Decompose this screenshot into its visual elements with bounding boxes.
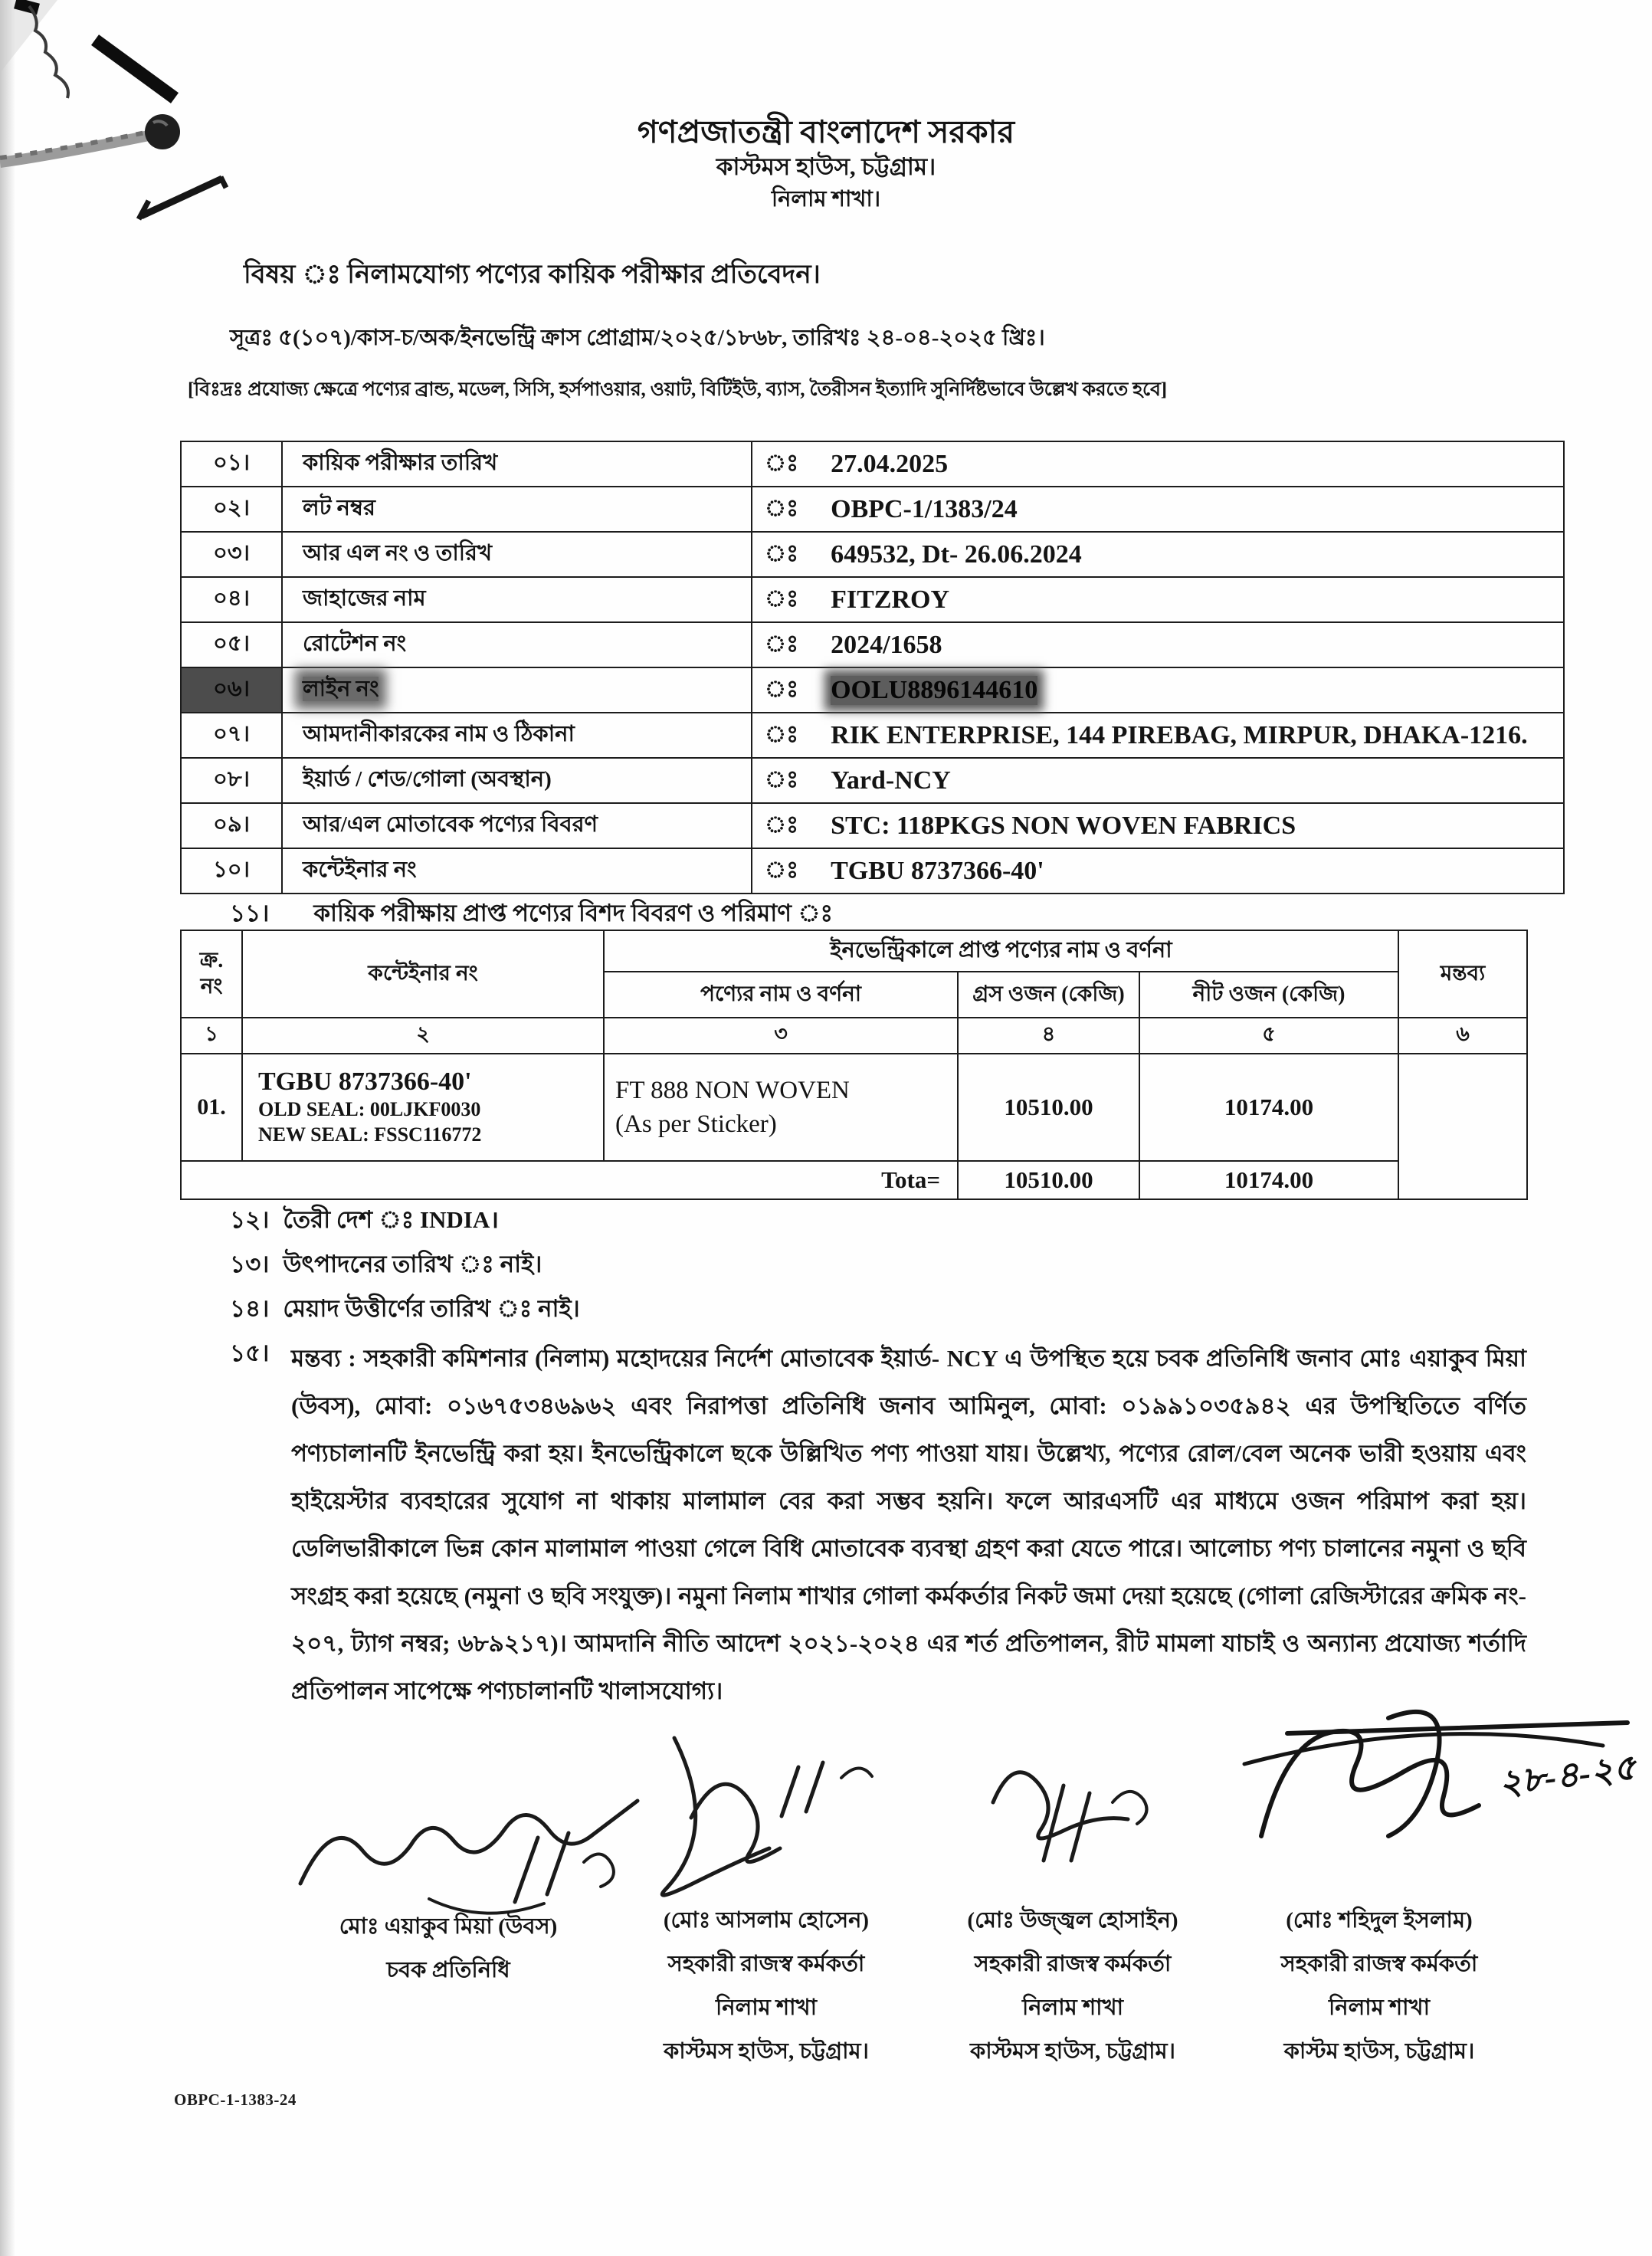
signatory-name: (মোঃ আসলাম হোসেন) [663, 1908, 870, 1933]
colon-mark: ঃ [765, 857, 799, 883]
row-value: ঃ 649532, Dt- 26.06.2024 [752, 532, 1564, 577]
row-value: ঃ 27.04.2025 [752, 441, 1564, 487]
subject-line: বিষয় ঃ নিলামযোগ্য পণ্যের কায়িক পরীক্ষার প্রতিবেদন। [244, 261, 821, 289]
goods-container-cell [242, 1054, 604, 1161]
handwritten-date: ২৮-৪-২৫ [1496, 1747, 1639, 1803]
document-reference-footer: OBPC-1-1383-24 [174, 2090, 297, 2109]
gross-weight-value: 10510.00 [958, 1054, 1139, 1161]
table-row [181, 577, 1564, 622]
col-header-gross-weight: গ্রস ওজন (কেজি) [958, 972, 1139, 1018]
column-number-row: ১ ২ ৩ ৪ ৫ ৬ [181, 1018, 1527, 1054]
total-net-value: 10174.00 [1139, 1161, 1398, 1199]
col-header-inventory-group: ইনভেন্ট্রিকালে প্রাপ্ত পণ্যের নাম ও বর্ণনা [604, 930, 1398, 972]
signature-block-cpa-representative [284, 1905, 613, 1992]
row-value: ঃ 2024/1658 [752, 622, 1564, 667]
row-value: ঃ STC: 118PKGS NON WOVEN FABRICS [752, 803, 1564, 848]
row-value: ঃ OOLU8896144610 [752, 667, 1564, 713]
table-row [181, 803, 1564, 848]
remarks-text: সহকারী কমিশনার (নিলাম) মহোদয়ের নির্দেশ মোতাবেক ইয়ার্ড- NCY এ উপস্থিত হয়ে চবক প্রতিনিধি জনাব মোঃ এয়াকুব মিয়া (উবস), মোবা: ০১৬৭৫৩৪৬৯৬২ এবং নিরাপত্তা প্রতিনিধি জনাব আমিনুল, মোবা: ০১৯৯১০৩৫৯৪২ এর উপস্থিতিতে বর্ণিত পণ্যচালানটি ইনভেন্ট্রি করা হয়। ইনভেন্ট্রিকালে ছকে উল্লিখিত পণ্য পাওয়া যায়। উল্লেখ্য, পণ্যের রোল/বেল অনেক ভারী হওয়ায় এবং হাইয়েস্টার ব্যবহারের সুযোগ না থাকায় মালামাল বের করা সম্ভব হয়নি। ফলে আরএসটি এর মাধ্যমে ওজন পরিমাপ করা হয়। ডেলিভারীকালে ভিন্ন কোন মালামাল পাওয়া গেলে বিধি মোতাবেক ব্যবস্থা গ্রহণ করা যেতে পারে। আলোচ্য পণ্য চালানের নমুনা ও ছবি সংগ্রহ করা হয়েছে (নমুনা ও ছবি সংযুক্ত)। নমুনা নিলাম শাখার গোলা কর্মকর্তার নিকট জমা দেয়া হয়েছে (গোলা রেজিস্টারের ক্রমিক নং- ২০৭, ট্যাগ নম্বর; ৬৮৯২১৭)। আমদানি নীতি আদেশ ২০২১-২০২৪ এর শর্ত প্রতিপালন, রীট মামলা যাচাই ও অন্যান্য প্রযোজ্য শর্তাদি প্রতিপালন সাপেক্ষে পণ্যচালানটি খালাসযোগ্য। [291, 1345, 1526, 1704]
signatory-branch: নিলাম শাখা [1022, 1995, 1123, 2020]
row-value: ঃ OBPC-1/1383/24 [752, 487, 1564, 532]
row-label: আর/এল মোতাবেক পণ্যের বিবরণ [282, 803, 752, 848]
row-serial: ০৪। [181, 577, 282, 622]
signature-stroke-1 [300, 1801, 638, 1913]
row-serial: ০৮। [181, 758, 282, 803]
row-label: আমদানীকারকের নাম ও ঠিকানা [282, 713, 752, 758]
remarks-paragraph [291, 1335, 1526, 1715]
product-note: (As per Sticker) [615, 1110, 777, 1138]
row-label: আর এল নং ও তারিখ [282, 532, 752, 577]
row-label: রোটেশন নং [282, 622, 752, 667]
signatory-title: সহকারী রাজস্ব কর্মকর্তা [667, 1952, 865, 1976]
table-row-redacted [181, 667, 1564, 713]
container-number: TGBU 8737366-40' [258, 1067, 472, 1096]
row-serial: ০১। [181, 441, 282, 487]
scan-edge-shadow [0, 0, 15, 2256]
document-header [0, 113, 1652, 215]
goods-header-row [181, 930, 1527, 972]
instruction-note: [বিঃদ্রঃ প্রযোজ্য ক্ষেত্রে পণ্যের ব্রান্ড, মডেল, সিসি, হর্সপাওয়ার, ওয়াট, বিটিইউ, ব্যাস, তৈরীসন ইত্যাদি সুনির্দিষ্টভাবে উল্লেখ করতে হবে] [188, 379, 1167, 400]
colon-mark: ঃ [765, 812, 799, 838]
colon-mark: ঃ [765, 496, 799, 521]
signatory-name: মোঃ এয়াকুব মিয়া (উবস) [339, 1914, 558, 1939]
row-serial: ০৯। [181, 803, 282, 848]
branch-title: নিলাম শাখা। [771, 187, 881, 212]
colon-mark: ঃ [765, 451, 799, 476]
col-header-serial: ক্র. নং [181, 930, 242, 1018]
product-name: FT 888 NON WOVEN [615, 1077, 850, 1104]
signatory-title: সহকারী রাজস্ব কর্মকর্তা [1280, 1952, 1478, 1976]
colon-mark: ঃ [765, 722, 799, 747]
total-gross-value: 10510.00 [958, 1161, 1139, 1199]
table-row [181, 622, 1564, 667]
total-label: Tota= [181, 1161, 958, 1199]
signatory-office: কাস্টমস হাউস, চট্টগ্রাম। [664, 2039, 869, 2064]
row-label: কায়িক পরীক্ষার তারিখ [282, 441, 752, 487]
signatory-name: (মোঃ শহিদুল ইসলাম) [1286, 1908, 1473, 1933]
colon-mark: ঃ [765, 677, 799, 702]
section-title: কায়িক পরীক্ষায় প্রাপ্ত পণ্যের বিশদ বিবরণ ও পরিমাণ ঃ [313, 900, 834, 926]
goods-product-cell [604, 1054, 958, 1161]
signature-block-aslam-hossain [605, 1899, 927, 2074]
net-weight-value: 10174.00 [1139, 1054, 1398, 1161]
goods-data-row [181, 1054, 1527, 1161]
new-seal: NEW SEAL: FSSC116772 [258, 1123, 482, 1146]
colon-mark: ঃ [765, 586, 799, 612]
office-title: কাস্টমস হাউস, চট্টগ্রাম। [716, 153, 936, 180]
row-value: ঃ RIK ENTERPRISE, 144 PIREBAG, MIRPUR, DHAKA-1216. [752, 713, 1564, 758]
row-serial: ০৩। [181, 532, 282, 577]
signature-block-shahidul-islam [1218, 1899, 1540, 2074]
table-row [181, 758, 1564, 803]
signatory-branch: নিলাম শাখা [1329, 1995, 1430, 2020]
section-serial: ১১। [230, 900, 270, 926]
section-15-serial: ১৫। [230, 1340, 270, 1366]
col-header-net-weight: নীট ওজন (কেজি) [1139, 972, 1398, 1018]
signatory-title: চবক প্রতিনিধি [386, 1958, 510, 1982]
colon-mark: ঃ [765, 631, 799, 657]
goods-detail-table [180, 930, 1528, 1200]
table-row [181, 441, 1564, 487]
government-title: গণপ্রজাতন্ত্রী বাংলাদেশ সরকার [637, 114, 1015, 149]
row-serial: ০৫। [181, 622, 282, 667]
row-label: কন্টেইনার নং [282, 848, 752, 894]
row-serial: ০২। [181, 487, 282, 532]
signatory-title: সহকারী রাজস্ব কর্মকর্তা [974, 1952, 1172, 1976]
signature-block-ujjal-hossain [912, 1899, 1234, 2074]
item-expiry-date: ১৪। মেয়াদ উত্তীর্ণের তারিখ ঃ নাই। [230, 1295, 580, 1322]
table-row [181, 532, 1564, 577]
signature-stroke-3 [993, 1772, 1147, 1861]
col-header-container: কন্টেইনার নং [242, 930, 604, 1018]
item-manufacture-date: ১৩। উৎপাদনের তারিখ ঃ নাই। [230, 1251, 542, 1277]
row-serial: ১০। [181, 848, 282, 894]
row-label: ইয়ার্ড / শেড/গোলা (অবস্থান) [282, 758, 752, 803]
shipment-info-table [180, 441, 1565, 894]
row-label: লাইন নং [282, 667, 752, 713]
table-row [181, 713, 1564, 758]
row-serial: ০৬। [181, 667, 282, 713]
table-row [181, 487, 1564, 532]
colon-mark: ঃ [765, 541, 799, 566]
row-label: লট নম্বর [282, 487, 752, 532]
table-row [181, 848, 1564, 894]
reference-line: সূত্রঃ ৫(১০৭)/কাস-চ/অক/ইনভেন্ট্রি ক্রাস প্রোগ্রাম/২০২৫/১৮৬৮, তারিখঃ ২৪-০৪-২০২৫ খ্রিঃ। [230, 326, 1045, 350]
remarks-cell [1398, 1054, 1527, 1199]
signatory-name: (মোঃ উজ্জ্বল হোসাইন) [967, 1908, 1178, 1933]
row-value: ঃ FITZROY [752, 577, 1564, 622]
row-label: জাহাজের নাম [282, 577, 752, 622]
goods-total-row [181, 1161, 1527, 1199]
row-value: ঃ Yard-NCY [752, 758, 1564, 803]
row-serial: ০৭। [181, 713, 282, 758]
signatory-branch: নিলাম শাখা [716, 1995, 817, 2020]
colon-mark: ঃ [765, 767, 799, 792]
remarks-label: মন্তব্য : [291, 1345, 356, 1372]
signature-stroke-2 [662, 1738, 872, 1895]
goods-serial: 01. [181, 1054, 242, 1161]
col-header-remarks: মন্তব্য [1398, 930, 1527, 1018]
old-seal: OLD SEAL: 00LJKF0030 [258, 1098, 481, 1120]
signatory-office: কাস্টমস হাউস, চট্টগ্রাম। [970, 2039, 1175, 2064]
row-value: ঃ TGBU 8737366-40' [752, 848, 1564, 894]
item-country-of-origin: ১২। তৈরী দেশ ঃ INDIA। [230, 1206, 499, 1233]
signatory-office: কাস্টম হাউস, চট্টগ্রাম। [1283, 2039, 1475, 2064]
col-header-product-name: পণ্যের নাম ও বর্ণনা [604, 972, 958, 1018]
